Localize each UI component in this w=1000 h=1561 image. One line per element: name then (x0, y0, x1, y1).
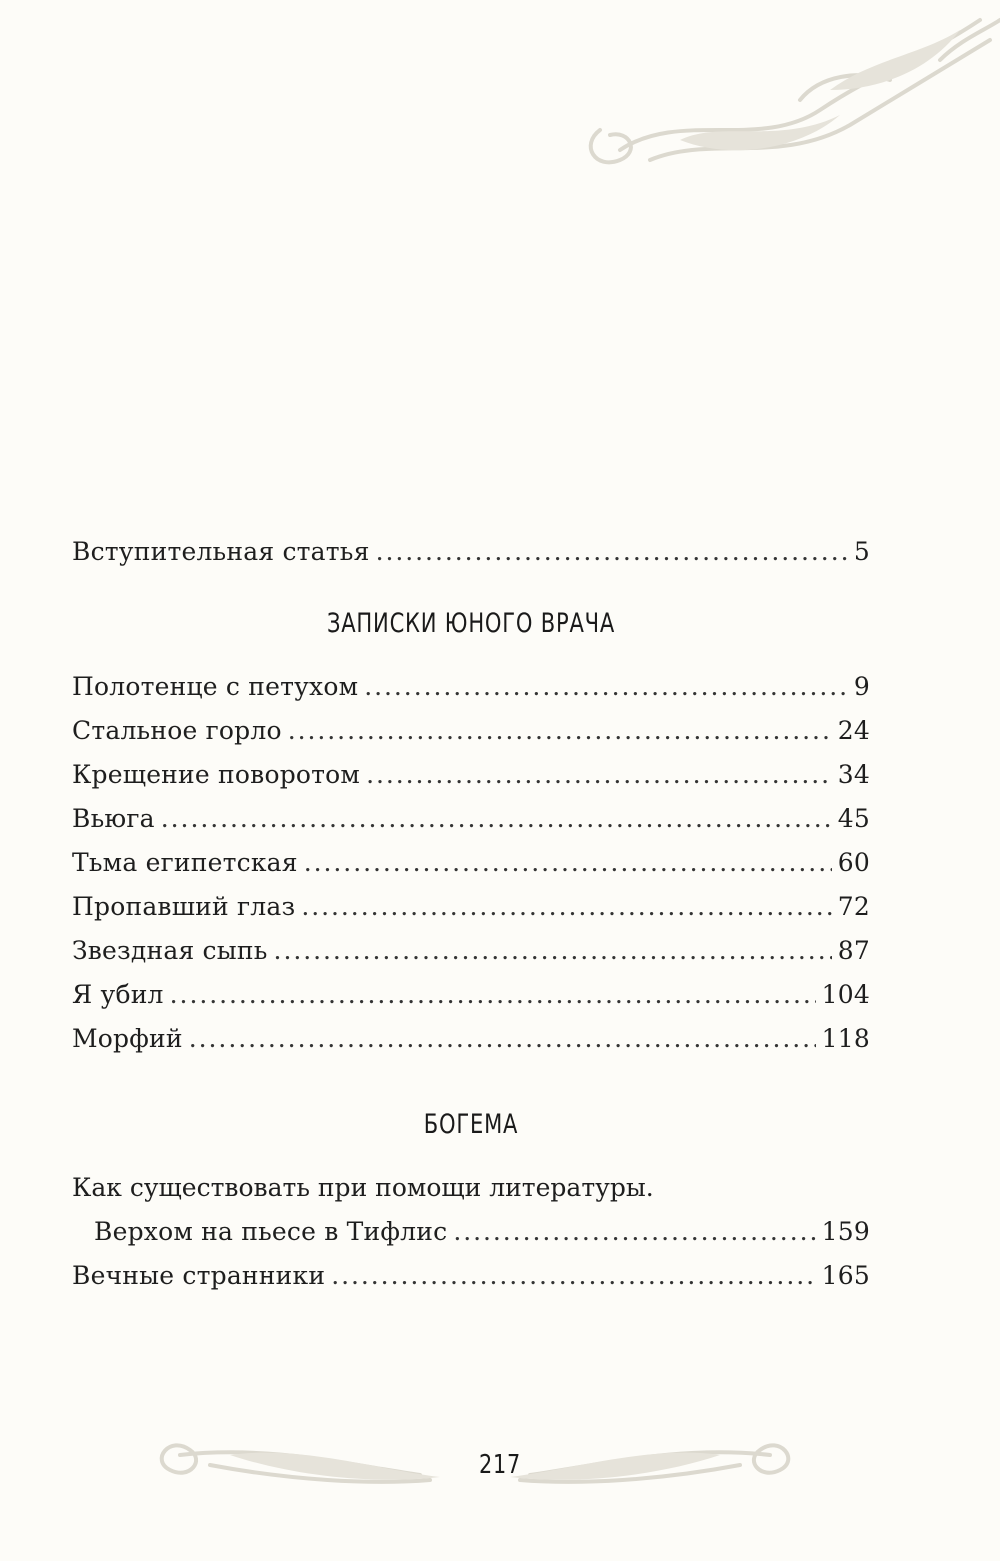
toc-entry-intro (72, 530, 870, 574)
dot-leader (331, 1254, 815, 1298)
section-heading: ЗАПИСКИ ЮНОГО ВРАЧА (326, 608, 616, 639)
toc-entry-page: 5 (853, 537, 870, 566)
toc-entry-page: 87 (837, 936, 870, 965)
toc-entry-page: 165 (821, 1261, 870, 1290)
toc-entry-page: 60 (837, 848, 870, 877)
toc-entry (72, 841, 870, 885)
dot-leader (170, 973, 816, 1017)
dot-leader (376, 530, 848, 574)
toc-entry-page: 104 (821, 980, 870, 1009)
toc-entry-title: Морфий (72, 1024, 183, 1053)
toc-entry-title: Верхом на пьесе в Тифлис (94, 1217, 448, 1246)
toc-entry-title: Тьма египетская (72, 848, 298, 877)
dot-leader (453, 1210, 815, 1254)
toc-entry-title: Звездная сыпь (72, 936, 268, 965)
dot-leader (274, 929, 832, 973)
toc-entry (72, 1017, 870, 1061)
dot-leader (288, 709, 832, 753)
toc-entry-title: Вечные странники (72, 1261, 326, 1290)
toc-entry-title-line: Как существовать при помощи литературы. (72, 1173, 654, 1202)
dot-leader (301, 885, 831, 929)
toc-entry (72, 665, 870, 709)
toc-entry-page: 118 (821, 1024, 870, 1053)
dot-leader (161, 797, 832, 841)
corner-flourish-ornament (560, 0, 1000, 220)
toc-entry (72, 973, 870, 1017)
dot-leader (364, 665, 848, 709)
toc-entry (72, 885, 870, 929)
section-list (72, 1166, 870, 1298)
toc-entry (72, 929, 870, 973)
section-heading: БОГЕМА (423, 1109, 519, 1140)
toc-entry-page: 72 (837, 892, 870, 921)
toc-entry-title: Я убил (72, 980, 164, 1009)
section-list (72, 665, 870, 1061)
toc-entry (72, 1254, 870, 1298)
toc-entry-title: Вьюга (72, 804, 155, 833)
dot-leader (366, 753, 832, 797)
toc-entry-page: 34 (837, 760, 870, 789)
dot-leader (189, 1017, 816, 1061)
toc-entry-title: Вступительная статья (72, 537, 370, 566)
toc-entry (72, 753, 870, 797)
toc-entry (72, 797, 870, 841)
toc-entry-page: 24 (837, 716, 870, 745)
toc-entry-title: Стальное горло (72, 716, 282, 745)
table-of-contents (72, 530, 870, 1298)
toc-entry-title: Пропавший глаз (72, 892, 296, 921)
toc-entry-title: Крещение поворотом (72, 760, 361, 789)
page-number: 217 (478, 1450, 522, 1480)
toc-entry-page: 159 (821, 1217, 870, 1246)
toc-entry (72, 1210, 870, 1254)
toc-entry-title: Полотенце с петухом (72, 672, 359, 701)
toc-entry (72, 709, 870, 753)
toc-entry-page: 45 (837, 804, 870, 833)
toc-entry-page: 9 (853, 672, 870, 701)
dot-leader (304, 841, 832, 885)
